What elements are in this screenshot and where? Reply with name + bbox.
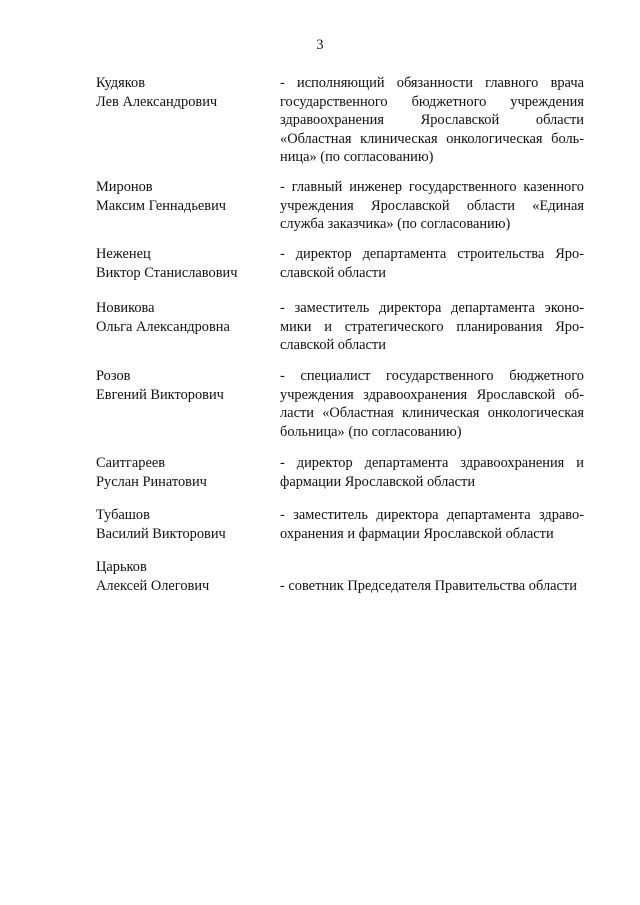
member-role: - исполняющий обязанности главного врача государственного бюджетного учреждения здравоохранения Ярославской области «Областная клиническая онкологическая больница» (по согласованию) [280, 75, 584, 166]
member-role: - заместитель директора департамента экономики и стратегического планирования Ярославской области [280, 300, 584, 354]
member-role: - советник Председателя Правительства области [280, 577, 577, 594]
page-number: 3 [316, 37, 324, 53]
member-role: - главный инженер государственного казенного учреждения Ярославской области «Единая служба заказчика» (по согласованию) [280, 179, 584, 233]
member-given-names: Виктор Станиславович [96, 264, 238, 281]
member-surname: Розов [96, 368, 131, 384]
member-role: - директор департамента строительства Ярославской области [280, 246, 584, 281]
member-name [96, 299, 276, 336]
member-surname: Царьков [96, 559, 147, 575]
member-given-names: Василий Викторович [96, 525, 226, 542]
member-role: - директор департамента здравоохранения и фармации Ярославской области [280, 455, 584, 490]
member-role: - специалист государственного бюджетного учреждения здравоохранения Ярославской области «Областная клиническая онкологическая больница» (по согласованию) [280, 368, 584, 440]
member-role: - заместитель директора департамента здравоохранения и фармации Ярославской области [280, 507, 584, 542]
member-surname: Кудяков [96, 75, 145, 91]
member-name [96, 558, 276, 595]
member-surname: Неженец [96, 246, 151, 262]
member-given-names: Максим Геннадьевич [96, 197, 227, 214]
member-name [96, 367, 276, 404]
member-name [96, 506, 276, 543]
member-surname: Новикова [96, 300, 155, 316]
member-name [96, 454, 276, 491]
member-name [96, 178, 276, 215]
member-given-names: Ольга Александровна [96, 318, 230, 335]
member-given-names: Евгений Викторович [96, 386, 224, 403]
member-given-names: Руслан Ринатович [96, 473, 207, 490]
member-surname: Саитгареев [96, 455, 166, 471]
member-name [96, 245, 276, 282]
member-surname: Миронов [96, 179, 153, 195]
member-name [96, 74, 276, 111]
member-given-names: Алексей Олегович [96, 577, 210, 594]
member-given-names: Лев Александрович [96, 93, 218, 110]
member-surname: Тубашов [96, 507, 150, 523]
